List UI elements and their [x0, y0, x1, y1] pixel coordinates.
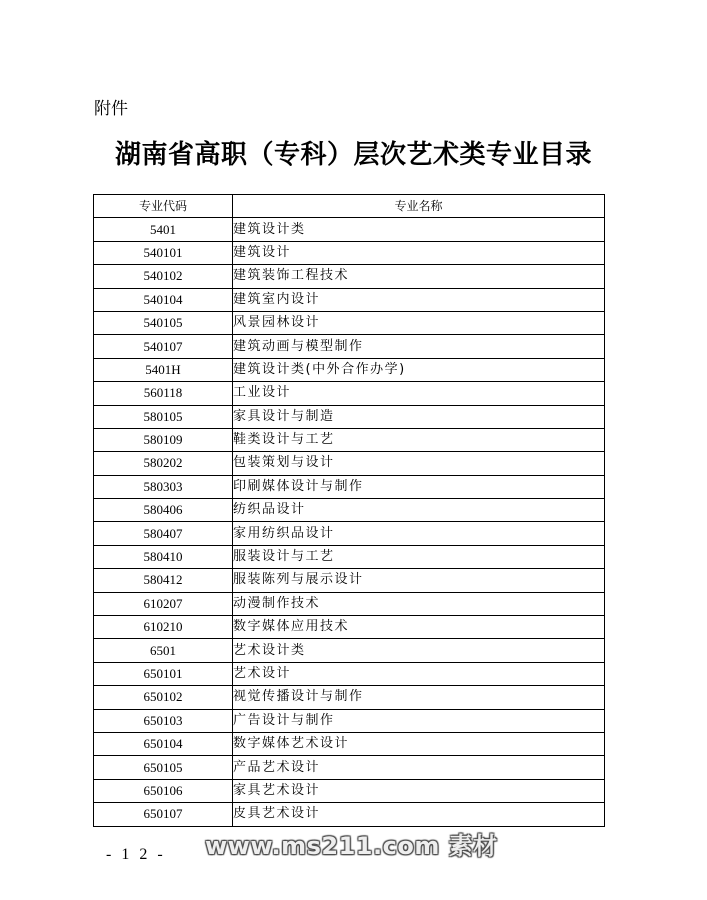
major-code-cell: 650104	[94, 732, 233, 755]
major-name-cell: 纺织品设计	[233, 499, 605, 522]
major-name-cell: 动漫制作技术	[233, 592, 605, 615]
table-row	[94, 475, 605, 498]
major-code-cell: 580109	[94, 428, 233, 451]
major-name-cell: 家用纺织品设计	[233, 522, 605, 545]
table-row	[94, 709, 605, 732]
major-code-cell: 650102	[94, 686, 233, 709]
major-code-cell: 650106	[94, 779, 233, 802]
table-row	[94, 616, 605, 639]
table-row	[94, 686, 605, 709]
major-name-cell: 建筑动画与模型制作	[233, 335, 605, 358]
major-code-cell: 610207	[94, 592, 233, 615]
table-row	[94, 428, 605, 451]
major-name-cell: 建筑设计类	[233, 218, 605, 241]
major-code-cell: 540105	[94, 311, 233, 334]
table-row	[94, 569, 605, 592]
major-name-cell: 皮具艺术设计	[233, 803, 605, 826]
major-name-cell: 产品艺术设计	[233, 756, 605, 779]
major-name-cell: 视觉传播设计与制作	[233, 686, 605, 709]
table-row	[94, 592, 605, 615]
major-name-cell: 印刷媒体设计与制作	[233, 475, 605, 498]
major-code-cell: 650101	[94, 662, 233, 685]
major-name-cell: 艺术设计	[233, 662, 605, 685]
major-code-cell: 6501	[94, 639, 233, 662]
major-name-cell: 艺术设计类	[233, 639, 605, 662]
major-name-cell: 工业设计	[233, 382, 605, 405]
major-code-cell: 540102	[94, 265, 233, 288]
major-code-cell: 650103	[94, 709, 233, 732]
table-row	[94, 218, 605, 241]
major-name-cell: 数字媒体应用技术	[233, 616, 605, 639]
major-name-cell: 家具艺术设计	[233, 779, 605, 802]
major-code-cell: 580303	[94, 475, 233, 498]
table-row	[94, 265, 605, 288]
watermark: www.ms211.com 素材	[205, 832, 498, 860]
major-name-cell: 服装陈列与展示设计	[233, 569, 605, 592]
table-row	[94, 756, 605, 779]
major-name-cell: 风景园林设计	[233, 311, 605, 334]
major-code-cell: 580406	[94, 499, 233, 522]
major-name-cell: 建筑设计类(中外合作办学)	[233, 358, 605, 381]
page-title: 湖南省高职（专科）层次艺术类专业目录	[114, 140, 592, 170]
major-code-cell: 560118	[94, 382, 233, 405]
major-code-cell: 580407	[94, 522, 233, 545]
table-row	[94, 499, 605, 522]
major-code-cell: 580412	[94, 569, 233, 592]
major-name-cell: 数字媒体艺术设计	[233, 732, 605, 755]
table-row	[94, 382, 605, 405]
table-row	[94, 639, 605, 662]
page-number: - 1 2 -	[106, 846, 166, 863]
major-code-cell: 540107	[94, 335, 233, 358]
major-name-cell: 广告设计与制作	[233, 709, 605, 732]
table-row	[94, 288, 605, 311]
major-code-cell: 580410	[94, 545, 233, 568]
major-code-cell: 5401H	[94, 358, 233, 381]
major-name-cell: 建筑设计	[233, 241, 605, 264]
attachment-label: 附件	[94, 99, 128, 119]
table-row	[94, 779, 605, 802]
major-code-cell: 580202	[94, 452, 233, 475]
table-row	[94, 545, 605, 568]
major-code-cell: 580105	[94, 405, 233, 428]
table-row	[94, 405, 605, 428]
table-row	[94, 335, 605, 358]
table-row	[94, 732, 605, 755]
header-code: 专业代码	[94, 195, 233, 218]
header-name: 专业名称	[233, 195, 605, 218]
major-code-cell: 610210	[94, 616, 233, 639]
major-name-cell: 建筑室内设计	[233, 288, 605, 311]
major-code-cell: 540101	[94, 241, 233, 264]
major-name-cell: 鞋类设计与工艺	[233, 428, 605, 451]
table-row	[94, 803, 605, 826]
table-row	[94, 358, 605, 381]
major-name-cell: 建筑装饰工程技术	[233, 265, 605, 288]
major-code-cell: 650107	[94, 803, 233, 826]
table-row	[94, 241, 605, 264]
major-name-cell: 家具设计与制造	[233, 405, 605, 428]
table-row	[94, 662, 605, 685]
major-name-cell: 包装策划与设计	[233, 452, 605, 475]
major-catalog-table	[93, 194, 605, 827]
major-code-cell: 650105	[94, 756, 233, 779]
table-header-row	[94, 195, 605, 218]
major-code-cell: 540104	[94, 288, 233, 311]
major-name-cell: 服装设计与工艺	[233, 545, 605, 568]
table-row	[94, 452, 605, 475]
table-row	[94, 311, 605, 334]
table-row	[94, 522, 605, 545]
major-code-cell: 5401	[94, 218, 233, 241]
